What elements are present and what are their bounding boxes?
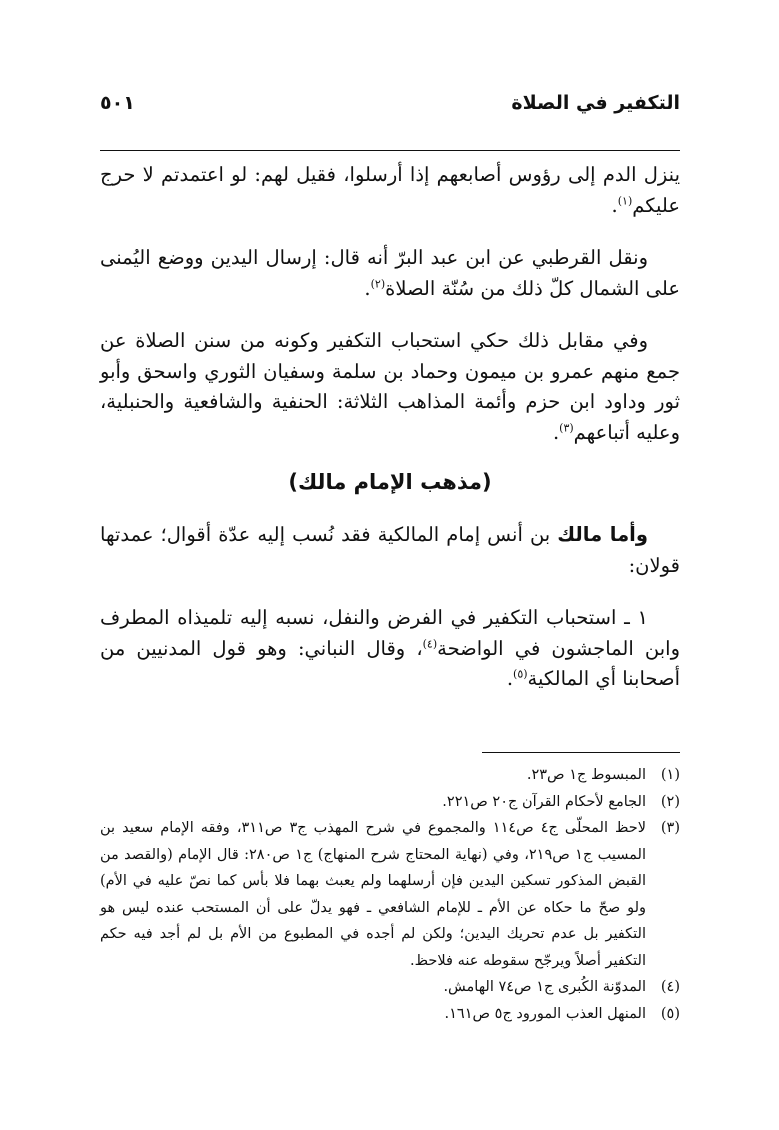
- footnote-number: (٣): [660, 820, 680, 836]
- footnote-ref-5[interactable]: (٥): [513, 667, 528, 681]
- running-title: التكفير في الصلاة: [511, 92, 680, 114]
- footnote-3: [100, 815, 680, 974]
- footnotes: [100, 762, 680, 1027]
- footnote-4: [100, 974, 680, 1001]
- footnote-text: لاحظ المحلّى ج٤ ص١١٤ والمجموع في شرح المهذب ج٣ ص٣١١، وفقه الإمام سعيد بن المسيب ج١ ص٢١٩، وفي (نهاية المحتاج شرح المنهاج) ج١ ص٢٨٠: قال الإمام (والقصد من القبض المذكور تسكين اليدين فإن أرسلهما ولم يعبث بهما فلا بأس كما نصّ عليه في الأم) ولو صحّ ما حكاه عن الأم ـ للإمام الشافعي ـ فهو يدلّ على أن المستحب عنده ليس هو التكفير بل عدم تحريك اليدين؛ ولكن لم أجده في المطبوع من الأم بل لم أجد فيه حكم التكفير أصلاً ويرجّح سقوطه عنه فلاحظ.: [100, 820, 647, 969]
- running-header: [100, 92, 680, 124]
- footnote-ref-4[interactable]: (٤): [422, 637, 438, 650]
- main-text: [100, 160, 680, 717]
- footnote-text: الجامع لأحكام القرآن ج٢٠ ص٢٢١.: [442, 793, 646, 810]
- footnote-ref-3[interactable]: (٣): [559, 421, 574, 434]
- footnote-ref-1[interactable]: (١): [617, 194, 633, 207]
- footnote-1: [100, 762, 680, 789]
- footnote-number: (٥): [660, 1005, 680, 1022]
- footnote-rule: [482, 752, 680, 753]
- paragraph-1: ينزل الدم إلى رؤوس أصابعهم إذا أرسلوا، فقيل لهم: لو اعتمدتم لا حرج عليكم$^{(١)}$.: [100, 163, 680, 217]
- footnote-5: [100, 1001, 680, 1028]
- footnote-ref-2[interactable]: (٢): [370, 277, 386, 290]
- footnote-number: (١): [660, 767, 680, 783]
- footnote-text: المبسوط ج١ ص٢٣.: [526, 767, 646, 783]
- footnote-number: (٤): [660, 979, 680, 995]
- malik-lead: وأما مالك: [557, 523, 648, 546]
- paragraph-2: ونقل القرطبي عن ابن عبد البرّ أنه قال: إرسال اليدين ووضع اليُمنى على الشمال كلّ ذلك من سُنّة الصلاة$^{(٢)}$.: [100, 246, 680, 300]
- paragraph-3: وفي مقابل ذلك حكي استحباب التكفير وكونه من سنن الصلاة عن جمع منهم عمرو بن ميمون وحماد بن سلمة وسفيان الثوري واسحق وأبو ثور وداود ابن حزم وأئمة المذاهب الثلاثة: الحنفية والشافعية والحنبلية، وعليه أتباعهم$^{(٣)}$.: [100, 329, 680, 444]
- footnote-2: [100, 789, 680, 816]
- footnote-text: المنهل العذب المورود ج٥ ص١٦١.: [444, 1005, 646, 1022]
- page-number: ٥٠١: [100, 92, 135, 114]
- malik-paragraph: وأما مالك بن أنس إمام المالكية فقد نُسب إليه عدّة أقوال؛ عمدتها قولان:: [100, 523, 680, 577]
- footnote-text: المدوّنة الكُبرى ج١ ص٧٤ الهامش.: [443, 979, 646, 995]
- footnote-number: (٢): [660, 793, 680, 810]
- header-rule: [100, 150, 680, 151]
- list-item-1: ١ ـ استحباب التكفير في الفرض والنفل، نسبه إليه تلميذاه المطرف وابن الماجشون في الواضحة$^{(٤)}$، وقال النباني: وهو قول المدنيين من أصحابنا أي المالكية$^{(٥)}$.: [100, 606, 680, 690]
- section-heading: (مذهب الإمام مالك): [288, 470, 492, 494]
